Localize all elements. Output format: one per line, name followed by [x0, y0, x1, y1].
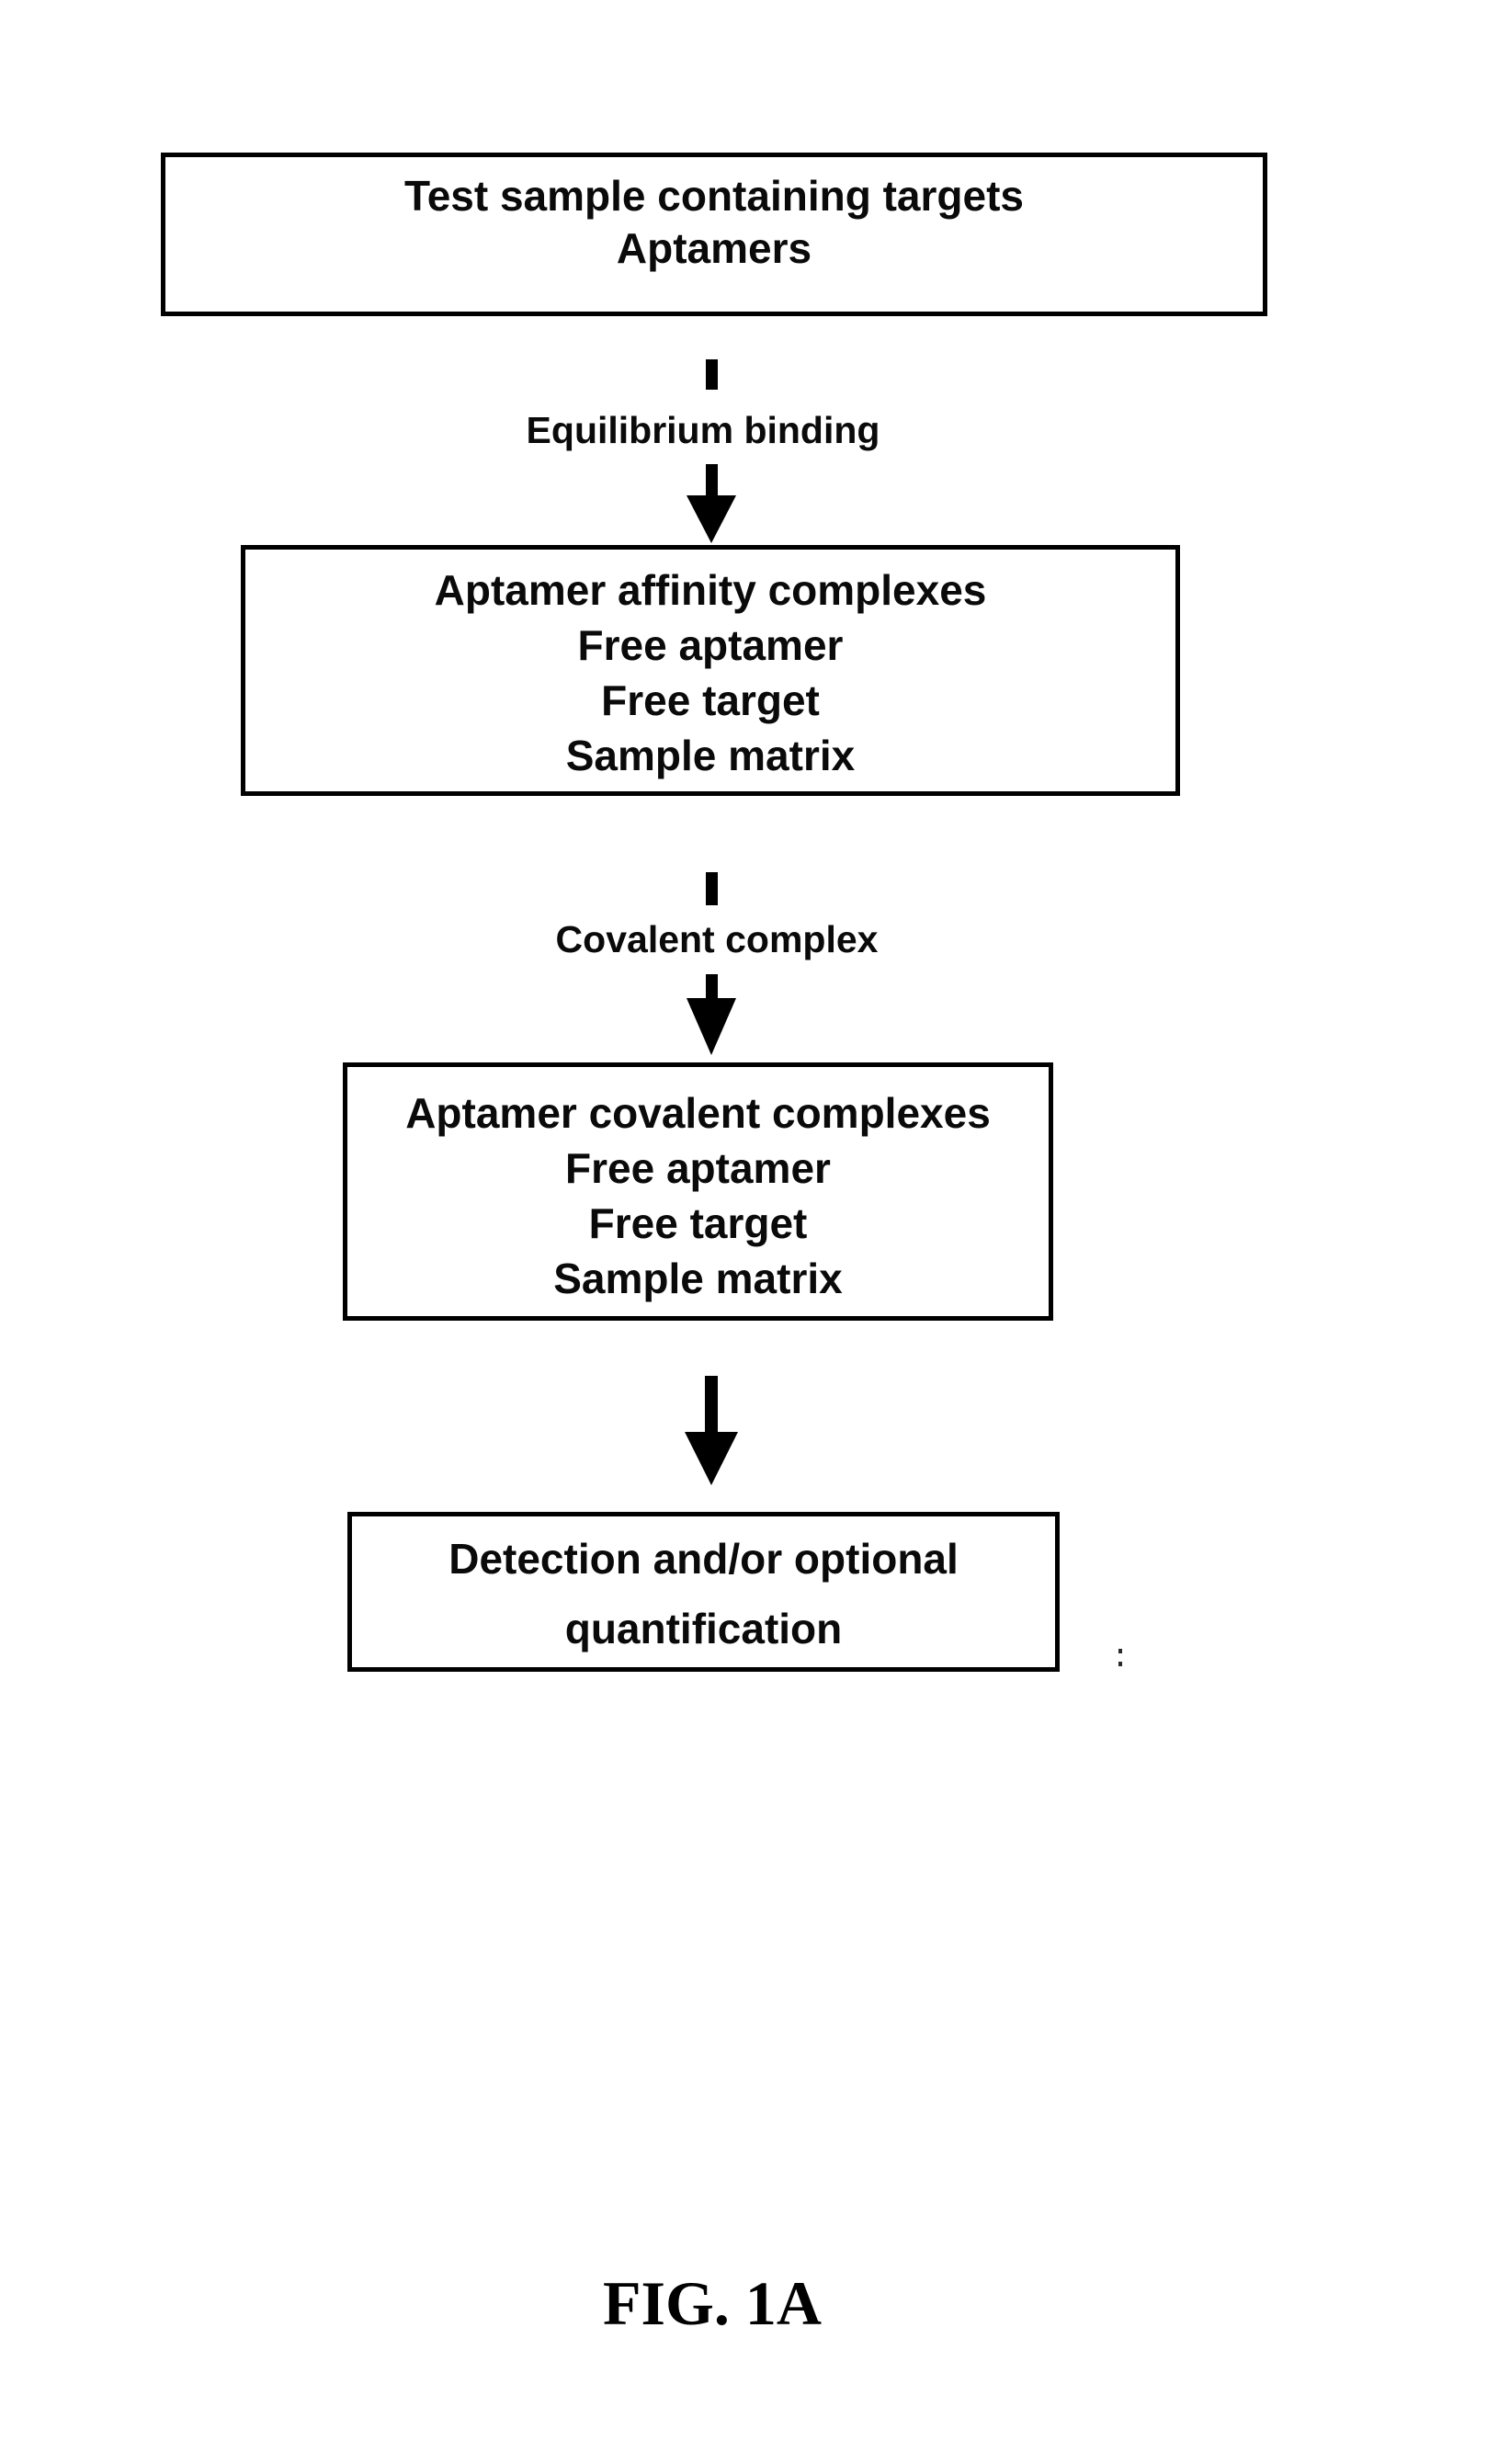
flow-box-detection	[347, 1512, 1060, 1672]
arrow-gap-segment	[706, 872, 718, 905]
box-text-line: Test sample containing targets	[404, 172, 1024, 220]
flow-box-affinity-complexes	[241, 545, 1180, 796]
box-text-line: Aptamer covalent complexes	[405, 1089, 991, 1137]
scan-artifact-dot	[1118, 1649, 1122, 1653]
figure-caption: FIG. 1A	[603, 2268, 822, 2338]
box-text-line: Sample matrix	[565, 732, 856, 779]
down-arrow-shaft	[706, 974, 718, 1000]
box-text-line: Aptamers	[616, 224, 812, 272]
box-text-line: Sample matrix	[553, 1255, 843, 1302]
down-arrow-head-icon	[685, 1432, 738, 1485]
arrow-label-covalent-complex: Covalent complex	[555, 918, 879, 960]
box-text-line: Free aptamer	[565, 1144, 831, 1192]
down-arrow-shaft	[705, 1376, 718, 1435]
down-arrow-head-icon	[687, 998, 736, 1055]
scan-artifact-dot	[1118, 1662, 1122, 1666]
flow-box-test-sample	[161, 153, 1267, 316]
flow-box-covalent-complexes	[343, 1062, 1053, 1321]
box-text-line: Detection and/or optional	[448, 1535, 959, 1583]
box-text-line: quantification	[564, 1605, 843, 1652]
box-text-line: Free aptamer	[577, 621, 844, 669]
box-text-line: Aptamer affinity complexes	[434, 566, 987, 614]
down-arrow-head-icon	[687, 495, 736, 543]
box-text-line: Free target	[588, 1199, 808, 1247]
arrow-label-equilibrium-binding: Equilibrium binding	[526, 409, 880, 451]
box-text-line: Free target	[601, 676, 820, 724]
arrow-gap-segment	[706, 359, 718, 390]
down-arrow-shaft	[706, 464, 718, 497]
